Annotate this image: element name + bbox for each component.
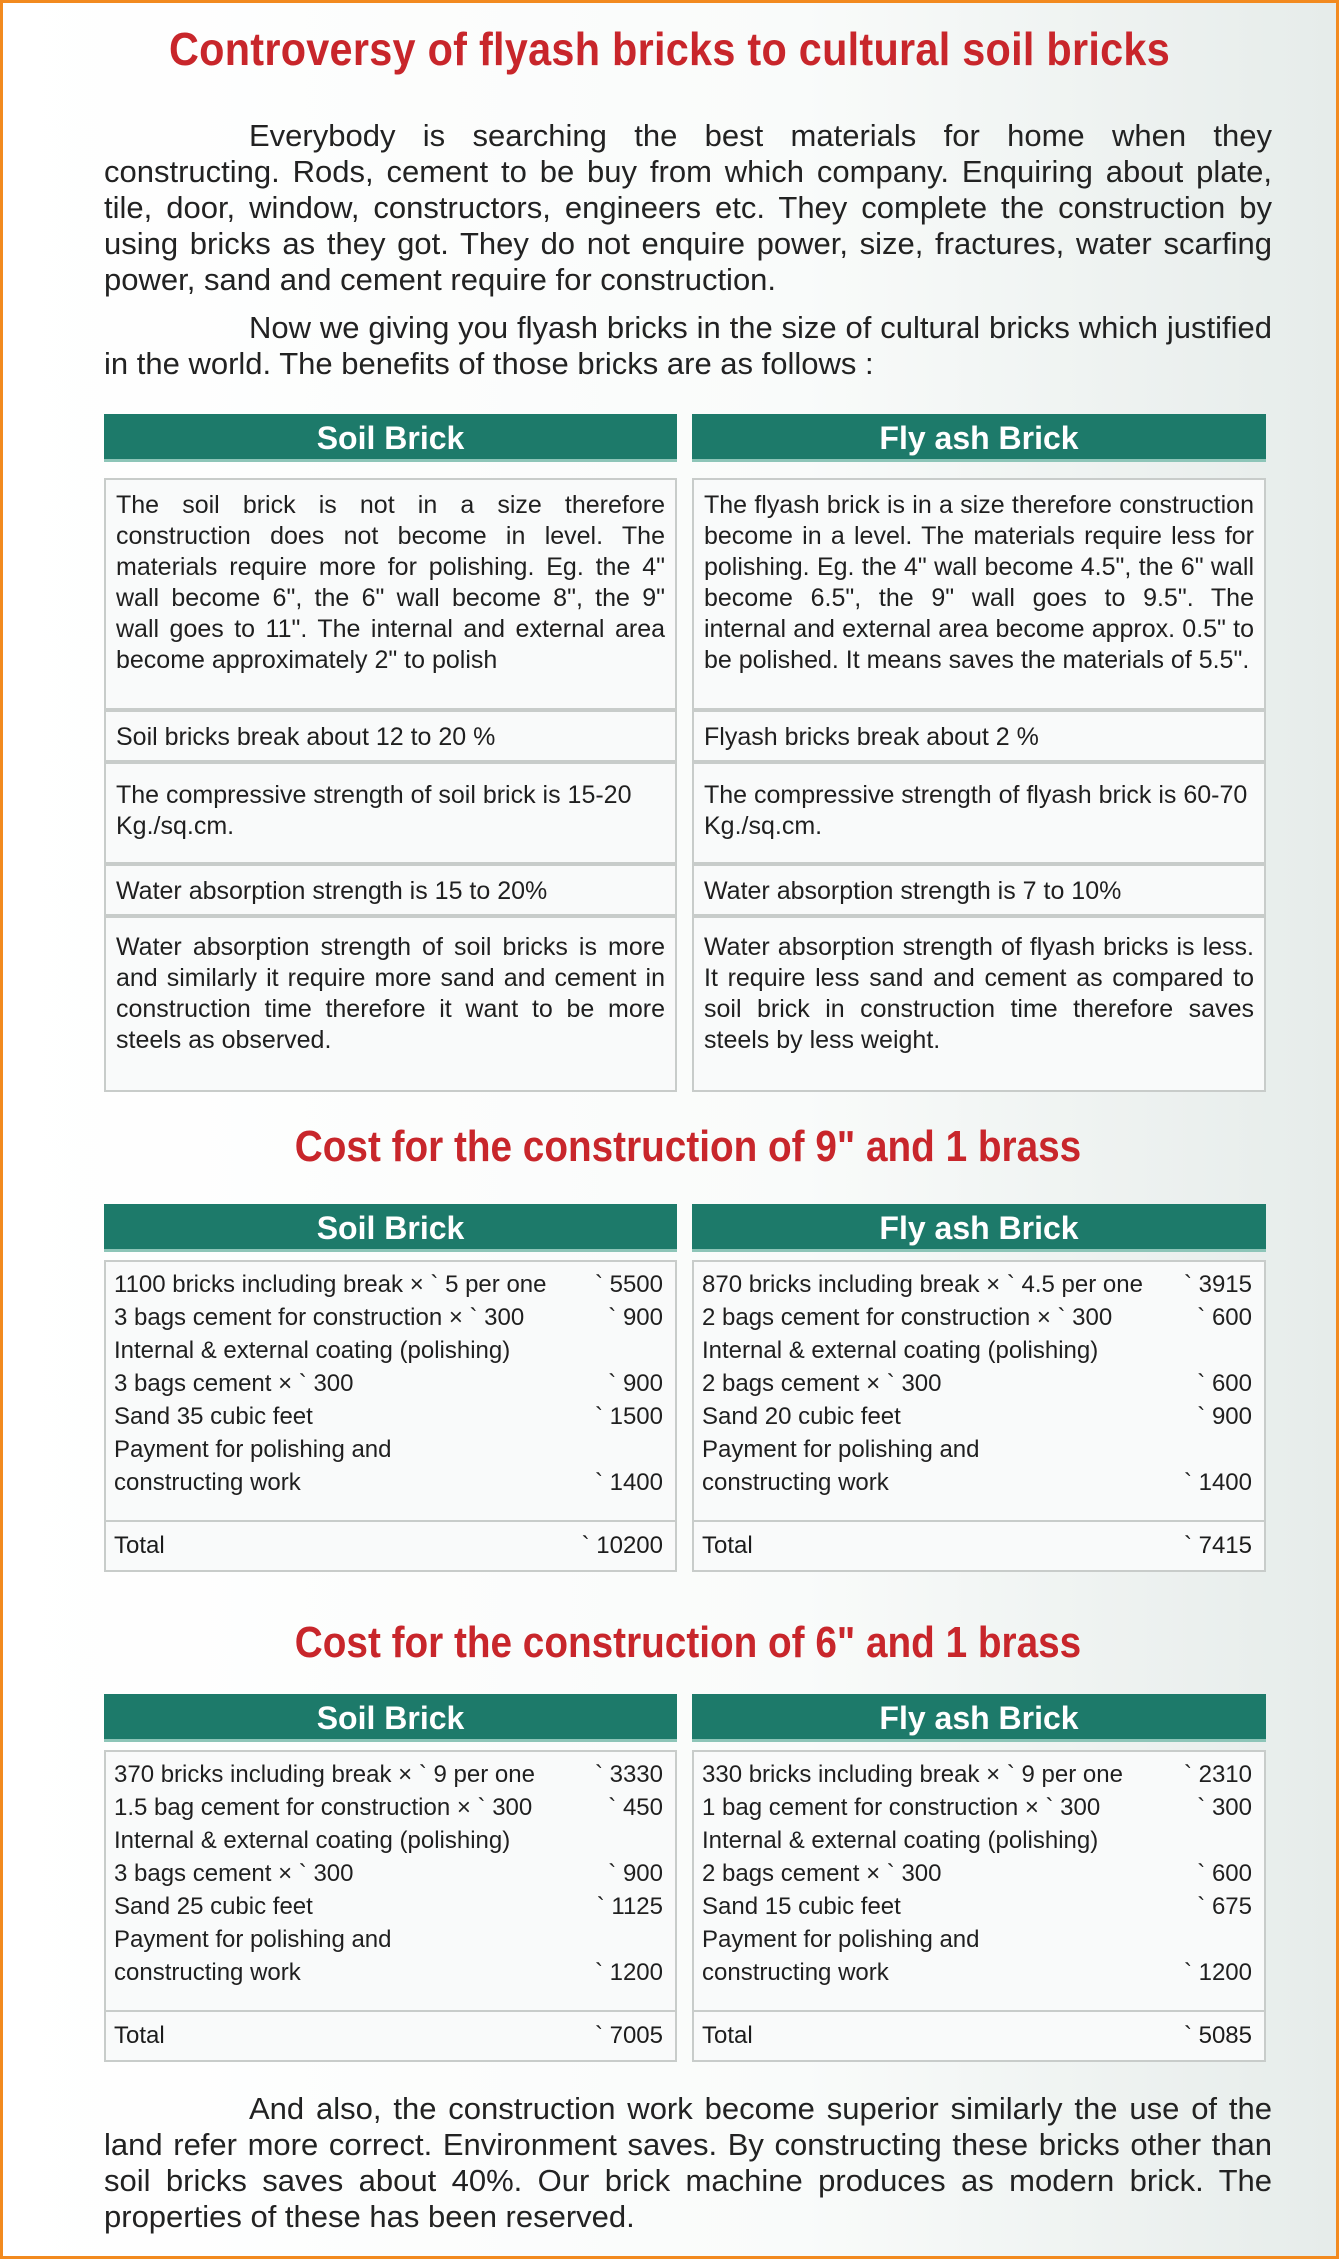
- cost-item-amount: ` 450: [608, 1794, 663, 1821]
- flyash-absorption-detail-cell: Water absorption strength of flyash bricks is less. It require less sand and cement as compared to soil brick in construction time therefore saves steels by less weight.: [692, 916, 1266, 1092]
- cost-item-label: Internal & external coating (polishing): [114, 1827, 511, 1854]
- cost-row: [114, 1923, 663, 1956]
- cost-row: [114, 1466, 663, 1499]
- cost-row: [702, 1367, 1252, 1400]
- cost-item-label: constructing work: [702, 1959, 889, 1986]
- cost-row: [702, 1400, 1252, 1433]
- cost-row: [114, 1301, 663, 1334]
- cost-row: [114, 1956, 663, 1989]
- total-label: Total: [114, 1532, 165, 1559]
- page-title: Controversy of flyash bricks to cultural soil bricks: [168, 23, 1171, 75]
- cost-item-label: 1 bag cement for construction × ` 300: [702, 1794, 1101, 1821]
- cost-item-amount: ` 1125: [596, 1893, 663, 1920]
- cost9-soil-total-row: [104, 1520, 677, 1572]
- cost-row: [702, 1890, 1252, 1923]
- cost-item-amount: ` 1200: [1183, 1959, 1252, 1986]
- closing-paragraph: And also, the construction work become superior similarly the use of the land refer more correct. Environment saves. By constructing these bricks other than soil bricks saves about 40%. Our brick machine produces as modern brick. The properties of these has been reserved.: [104, 2091, 1272, 2234]
- cost6-soil-total-row: [104, 2010, 677, 2062]
- cost-item-label: 3 bags cement × ` 300: [114, 1370, 354, 1397]
- soil-absorption-cell: Water absorption strength is 15 to 20%: [104, 864, 677, 916]
- total-label: Total: [702, 2022, 753, 2049]
- cost-item-amount: ` 5500: [594, 1271, 663, 1298]
- cost-item-label: Payment for polishing and: [114, 1926, 392, 1953]
- flyash-strength-cell: The compressive strength of flyash brick is 60-70 Kg./sq.cm.: [692, 762, 1266, 864]
- cost-item-amount: ` 600: [1197, 1370, 1252, 1397]
- cost-item-label: 2 bags cement × ` 300: [702, 1370, 942, 1397]
- cost6-fly-total-row: [692, 2010, 1266, 2062]
- cost-item-label: Sand 20 cubic feet: [702, 1403, 901, 1430]
- total-amount: ` 7415: [1183, 1532, 1252, 1559]
- cost-item-label: Sand 35 cubic feet: [114, 1403, 313, 1430]
- cost6-soil-list: [104, 1750, 677, 2012]
- cost-item-amount: ` 900: [608, 1304, 663, 1331]
- cost-row: [114, 1890, 663, 1923]
- cost-6-title: Cost for the construction of 6" and 1 brass: [294, 1618, 1082, 1667]
- cost-item-label: Payment for polishing and: [702, 1436, 980, 1463]
- cost-item-amount: ` 675: [1197, 1893, 1252, 1920]
- cost-row: [702, 1857, 1252, 1890]
- cost-9-title: Cost for the construction of 9" and 1 brass: [294, 1122, 1082, 1171]
- cost-item-amount: ` 900: [1197, 1403, 1252, 1430]
- cost-item-label: 2 bags cement for construction × ` 300: [702, 1304, 1113, 1331]
- cost-item-label: Sand 25 cubic feet: [114, 1893, 313, 1920]
- total-label: Total: [114, 2022, 165, 2049]
- cost-row: [702, 1824, 1252, 1857]
- cost-row: [114, 1857, 663, 1890]
- cost-row: [702, 1433, 1252, 1466]
- cost-row: [702, 1956, 1252, 1989]
- cost9-fly-list: [692, 1260, 1266, 1522]
- intro-paragraph-1: Everybody is searching the best materials for home when they constructing. Rods, cement to be buy from which company. Enquiring about plate, tile, door, window, constructors, engineers etc. They complete the construction by using bricks as they got. They do not enquire power, size, fractures, water scarfing power, sand and cement require for construction.: [104, 118, 1272, 297]
- cost-item-label: 3 bags cement × ` 300: [114, 1860, 354, 1887]
- cost6-fly-list: [692, 1750, 1266, 2012]
- cost-row: [114, 1758, 663, 1791]
- cost-item-amount: ` 1400: [1183, 1469, 1252, 1496]
- cost9-fly-total-row: [692, 1520, 1266, 1572]
- cost-row: [702, 1758, 1252, 1791]
- cost-item-amount: ` 900: [608, 1370, 663, 1397]
- cost-item-label: constructing work: [114, 1959, 301, 1986]
- cost6-soil-header: Soil Brick: [104, 1694, 677, 1742]
- cost-item-amount: ` 3915: [1183, 1271, 1252, 1298]
- cost-item-label: Internal & external coating (polishing): [702, 1827, 1099, 1854]
- cost-row: [114, 1433, 663, 1466]
- cost-item-label: 2 bags cement × ` 300: [702, 1860, 942, 1887]
- cost-row: [114, 1334, 663, 1367]
- soil-brick-header: Soil Brick: [104, 414, 677, 462]
- cost-row: [702, 1791, 1252, 1824]
- cost-row: [702, 1923, 1252, 1956]
- cost-item-label: 3 bags cement for construction × ` 300: [114, 1304, 525, 1331]
- cost-row: [114, 1791, 663, 1824]
- cost-row: [114, 1268, 663, 1301]
- cost-row: [702, 1466, 1252, 1499]
- cost-row: [702, 1301, 1252, 1334]
- cost-item-label: Sand 15 cubic feet: [702, 1893, 901, 1920]
- cost-item-label: 1.5 bag cement for construction × ` 300: [114, 1794, 533, 1821]
- intro-paragraph-2: Now we giving you flyash bricks in the size of cultural bricks which justified in the world. The benefits of those bricks are as follows :: [104, 310, 1272, 381]
- soil-strength-cell: The compressive strength of soil brick is 15-20 Kg./sq.cm.: [104, 762, 677, 864]
- flyash-brick-header: Fly ash Brick: [692, 414, 1266, 462]
- cost-item-label: Payment for polishing and: [702, 1926, 980, 1953]
- total-amount: ` 10200: [581, 1532, 663, 1559]
- cost-row: [114, 1367, 663, 1400]
- cost-item-amount: ` 300: [1197, 1794, 1252, 1821]
- cost-item-label: Internal & external coating (polishing): [702, 1337, 1099, 1364]
- cost-row: [702, 1334, 1252, 1367]
- cost-item-label: 1100 bricks including break × ` 5 per one: [114, 1271, 547, 1298]
- cost-item-amount: ` 1500: [594, 1403, 663, 1430]
- cost-item-amount: ` 900: [608, 1860, 663, 1887]
- cost-row: [114, 1824, 663, 1857]
- flyash-absorption-cell: Water absorption strength is 7 to 10%: [692, 864, 1266, 916]
- cost-item-amount: ` 2310: [1183, 1761, 1252, 1788]
- cost-item-amount: ` 3330: [594, 1761, 663, 1788]
- cost-item-label: constructing work: [702, 1469, 889, 1496]
- cost-item-label: 870 bricks including break × ` 4.5 per one: [702, 1271, 1143, 1298]
- cost-item-label: 330 bricks including break × ` 9 per one: [702, 1761, 1123, 1788]
- soil-absorption-detail-cell: Water absorption strength of soil bricks is more and similarly it require more sand and cement in construction time therefore it want to be more steels as observed.: [104, 916, 677, 1092]
- total-label: Total: [702, 1532, 753, 1559]
- cost-item-label: Payment for polishing and: [114, 1436, 392, 1463]
- cost9-fly-header: Fly ash Brick: [692, 1204, 1266, 1252]
- cost9-soil-header: Soil Brick: [104, 1204, 677, 1252]
- cost-item-label: Internal & external coating (polishing): [114, 1337, 511, 1364]
- flyash-size-cell: The flyash brick is in a size therefore construction become in a level. The materials require less for polishing. Eg. the 4" wall become 4.5", the 6" wall become 6.5", the 9" wall goes to 9.5". The internal and external area become approx. 0.5" to be polished. It means saves the materials of 5.5".: [692, 478, 1266, 710]
- cost-row: [702, 1268, 1252, 1301]
- cost-row: [114, 1400, 663, 1433]
- cost-item-amount: ` 600: [1197, 1304, 1252, 1331]
- cost9-soil-list: [104, 1260, 677, 1522]
- soil-break-cell: Soil bricks break about 12 to 20 %: [104, 710, 677, 762]
- flyash-break-cell: Flyash bricks break about 2 %: [692, 710, 1266, 762]
- cost-item-amount: ` 600: [1197, 1860, 1252, 1887]
- total-amount: ` 7005: [594, 2022, 663, 2049]
- total-amount: ` 5085: [1183, 2022, 1252, 2049]
- cost-item-amount: ` 1400: [594, 1469, 663, 1496]
- cost-item-label: 370 bricks including break × ` 9 per one: [114, 1761, 535, 1788]
- cost6-fly-header: Fly ash Brick: [692, 1694, 1266, 1742]
- cost-item-amount: ` 1200: [594, 1959, 663, 1986]
- soil-size-cell: The soil brick is not in a size therefore construction does not become in level. The materials require more for polishing. Eg. the 4" wall become 6", the 6" wall become 8", the 9" wall goes to 11". The internal and external area become approximately 2" to polish: [104, 478, 677, 710]
- cost-item-label: constructing work: [114, 1469, 301, 1496]
